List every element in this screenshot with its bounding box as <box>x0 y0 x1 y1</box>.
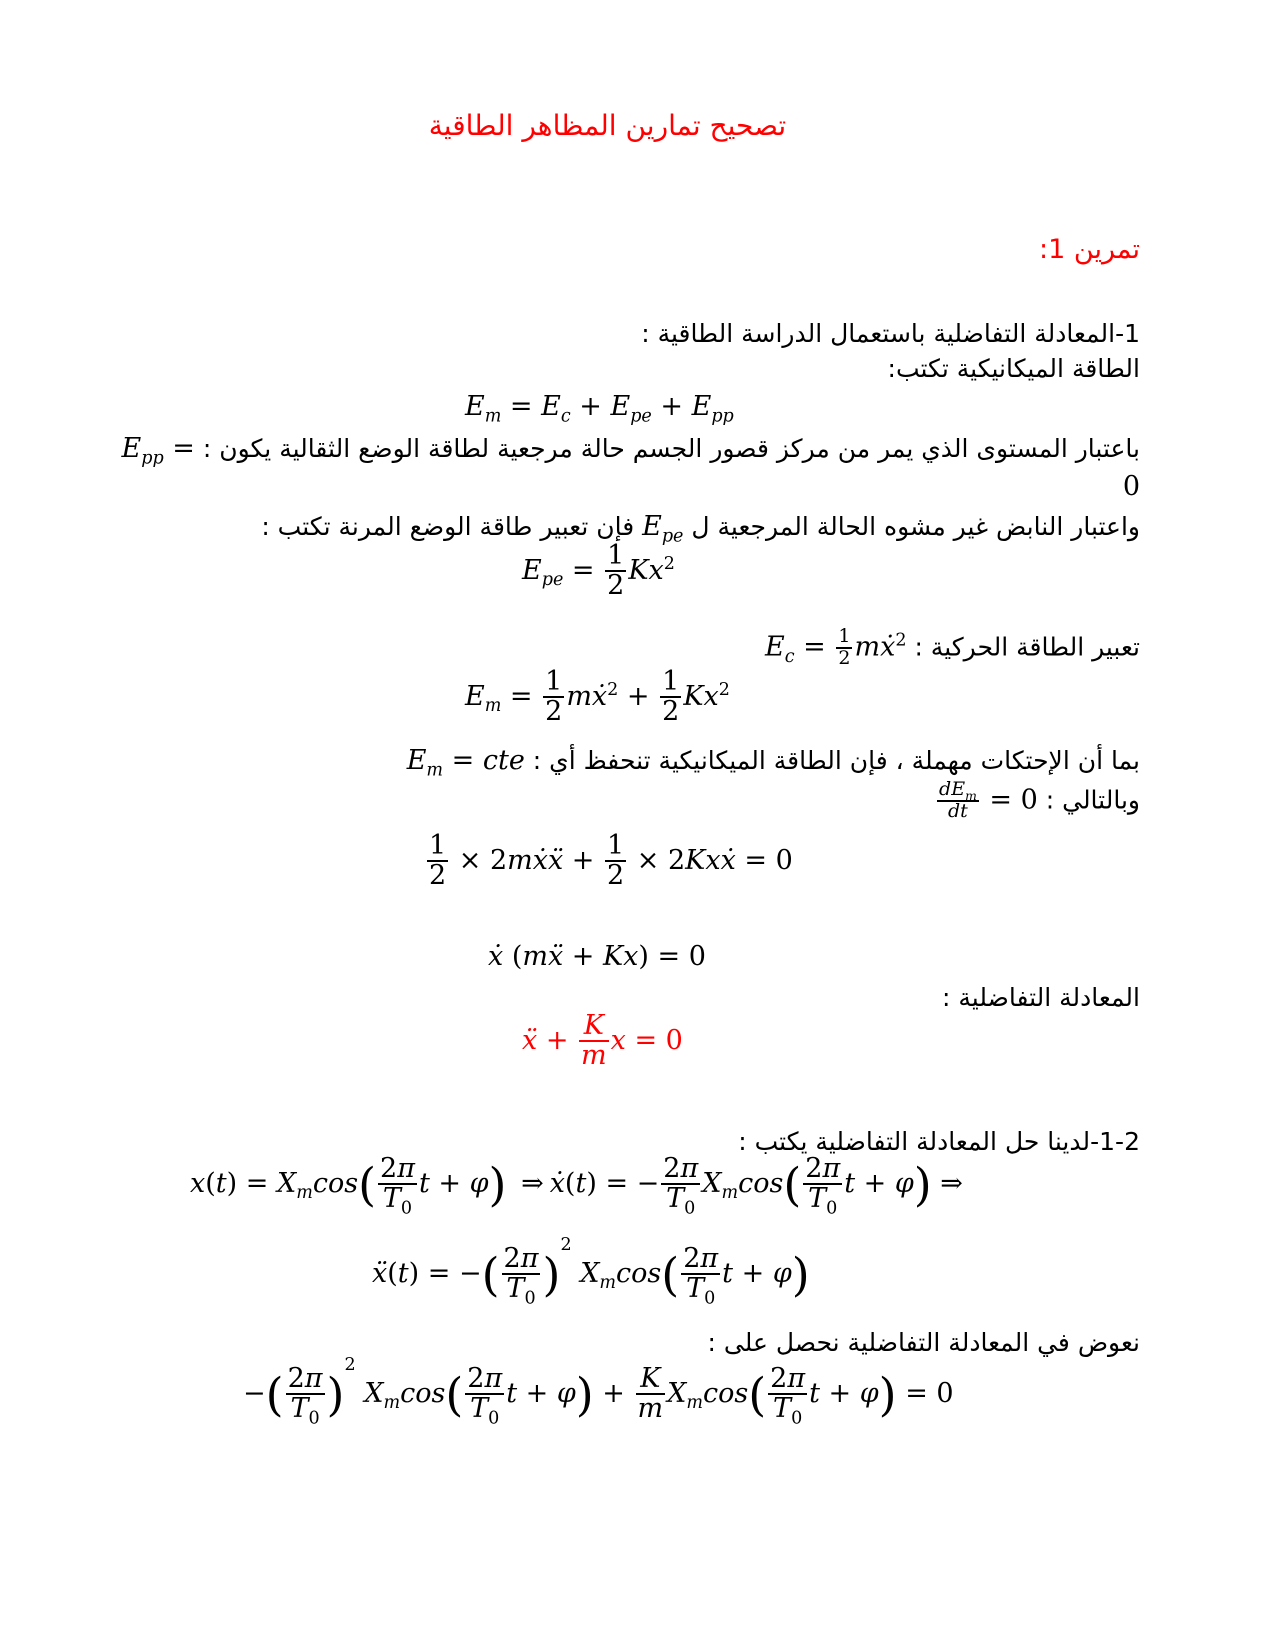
derivative-label: وبالتالي : <box>1045 785 1140 815</box>
gravitational-reference-label: باعتبار المستوى الذي يمر من مركز قصور الجسم حالة مرجعية لطاقة الوضع الثقالية يكون : <box>202 434 1140 463</box>
conservation-formula: $E_m$ = cte <box>406 745 525 781</box>
equation-mechanical-energy: $E_m = E_c + E_{pe} + E_{pp}$ <box>465 391 734 427</box>
question-1-2-text: 1-2-لدينا حل المعادلة التفاضلية يكتب : <box>738 1127 1140 1156</box>
substitute-label: نعوض في المعادلة التفاضلية نحصل على : <box>707 1328 1140 1357</box>
kinetic-energy-line <box>765 627 1140 669</box>
mechanical-energy-intro: الطاقة الميكانيكية تكتب: <box>887 354 1140 383</box>
kinetic-energy-label: تعبير الطاقة الحركية : <box>914 632 1140 662</box>
kinetic-energy-formula: $E_c$ = $\frac{1}{2}$ mẋ$^2$ <box>765 625 907 669</box>
gravitational-reference-text <box>121 432 1140 469</box>
page-title: تصحيح تمارين المظاهر الطاقية <box>428 109 787 142</box>
epp-zero-value: 0 <box>1122 471 1140 502</box>
equation-derivative-expanded: $\frac{1}{2}$ × 2mẋẍ + $\frac{1}{2}$ × 2Kxẋ = 0 <box>429 830 793 892</box>
differential-equation: ẍ + $\frac{K}{m}$ x = 0 <box>522 1010 683 1072</box>
elastic-reference-label-b: فإن تعبير طاقة الوضع المرنة تكتب : <box>261 512 635 541</box>
derivative-formula: $\frac{dE_m}{dt}$ = 0 <box>939 778 1038 822</box>
equation-factored: ẋ (mẍ + Kx) = 0 <box>488 941 706 972</box>
equation-mechanical-energy-expanded: $E_m$ = $\frac{1}{2}$ mẋ$^2$ + $\frac{1}{2}$ Kx$^2$ <box>465 666 730 728</box>
equation-acceleration: ẍ(t) = −( $\frac{2\pi}{T_0}$ )$^2$ $X_m\cos$( $\frac{2\pi}{T_0}$ t + φ) <box>372 1234 810 1309</box>
equation-solution: $x(t) = X_m\cos$( $\frac{2\pi}{T_0}$ t + φ) ⇒ ẋ(t) = − $\frac{2\pi}{T_0}$ $X_m\cos$( $\frac{2\pi}{T_0}$ t + φ) ⇒ <box>190 1153 963 1219</box>
epp-symbol: $E_{pp}$ = <box>121 433 195 469</box>
conservation-line <box>406 744 1140 781</box>
elastic-reference-text <box>261 510 1140 547</box>
differential-equation-label: المعادلة التفاضلية : <box>942 983 1140 1012</box>
epe-symbol: $E_{pe}$ <box>642 511 684 547</box>
equation-elastic-energy: $E_{pe}$ = $\frac{1}{2}$ Kx$^2$ <box>522 540 675 602</box>
derivative-line <box>935 780 1140 822</box>
elastic-reference-label-a: واعتبار النابض غير مشوه الحالة المرجعية ل <box>691 512 1140 541</box>
exercise-heading: تمرين 1: <box>1039 234 1140 265</box>
conservation-label: بما أن الإحتكات مهملة ، فإن الطاقة الميكانيكية تنحفظ أي : <box>532 746 1140 775</box>
question-1-text: 1-المعادلة التفاضلية باستعمال الدراسة الطاقية : <box>641 319 1140 348</box>
equation-substituted: −( $\frac{2\pi}{T_0}$ )$^2$ $X_m\cos$( $\frac{2\pi}{T_0}$ t + φ) + $\frac{K}{m}$ $X_m\cos$( $\frac{2\pi}{T_0}$ t + φ) = 0 <box>243 1354 954 1429</box>
